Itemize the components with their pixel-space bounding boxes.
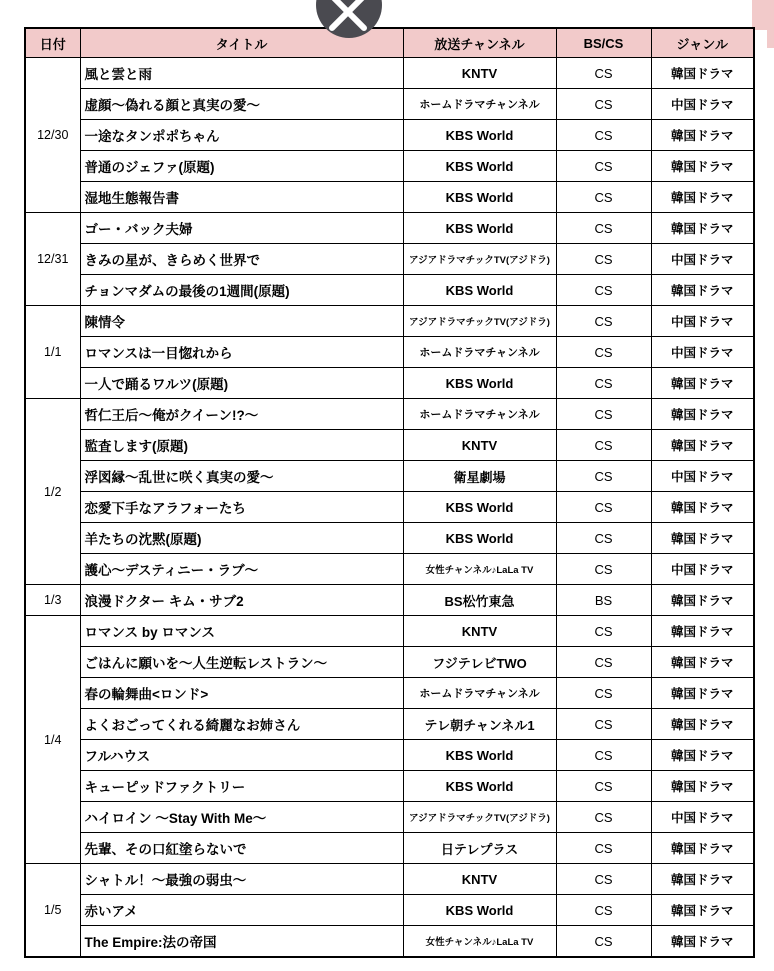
title-cell: ハイロイン ～Stay With Me～ (80, 802, 403, 833)
table-row (25, 244, 754, 275)
table-row (25, 492, 754, 523)
channel-cell: 女性チャンネル♪LaLa TV (403, 554, 556, 585)
channel-cell: KBS World (403, 740, 556, 771)
table-row (25, 678, 754, 709)
bscs-cell: BS (556, 585, 651, 616)
genre-cell: 中国ドラマ (651, 89, 754, 120)
bscs-cell: CS (556, 895, 651, 926)
channel-cell: KBS World (403, 895, 556, 926)
channel-cell: アジアドラマチックTV(アジドラ) (403, 306, 556, 337)
title-cell: The Empire:法の帝国 (80, 926, 403, 958)
channel-cell: KNTV (403, 864, 556, 895)
table-row (25, 864, 754, 895)
bscs-cell: CS (556, 399, 651, 430)
bscs-cell: CS (556, 368, 651, 399)
genre-cell: 韓国ドラマ (651, 678, 754, 709)
date-cell: 1/2 (25, 399, 80, 585)
table-row (25, 740, 754, 771)
channel-cell: テレ朝チャンネル1 (403, 709, 556, 740)
title-cell: 一人で踊るワルツ(原題) (80, 368, 403, 399)
table-row (25, 89, 754, 120)
close-button[interactable] (316, 0, 382, 38)
table-row (25, 554, 754, 585)
bscs-cell: CS (556, 182, 651, 213)
bscs-cell: CS (556, 740, 651, 771)
genre-cell: 韓国ドラマ (651, 585, 754, 616)
bscs-cell: CS (556, 275, 651, 306)
date-cell: 1/5 (25, 864, 80, 958)
header-channel: 放送チャンネル (403, 28, 556, 58)
channel-cell: アジアドラマチックTV(アジドラ) (403, 244, 556, 275)
title-cell: 湿地生態報告書 (80, 182, 403, 213)
channel-cell: KNTV (403, 616, 556, 647)
bscs-cell: CS (556, 244, 651, 275)
genre-cell: 韓国ドラマ (651, 616, 754, 647)
genre-cell: 韓国ドラマ (651, 430, 754, 461)
channel-cell: 衛星劇場 (403, 461, 556, 492)
bscs-cell: CS (556, 833, 651, 864)
genre-cell: 韓国ドラマ (651, 275, 754, 306)
header-row (25, 28, 754, 58)
genre-cell: 韓国ドラマ (651, 647, 754, 678)
genre-cell: 韓国ドラマ (651, 492, 754, 523)
channel-cell: KBS World (403, 213, 556, 244)
genre-cell: 韓国ドラマ (651, 864, 754, 895)
genre-cell: 韓国ドラマ (651, 120, 754, 151)
channel-cell: BS松竹東急 (403, 585, 556, 616)
genre-cell: 韓国ドラマ (651, 368, 754, 399)
channel-cell: アジアドラマチックTV(アジドラ) (403, 802, 556, 833)
date-cell: 12/31 (25, 213, 80, 306)
channel-cell: 日テレプラス (403, 833, 556, 864)
table-row (25, 647, 754, 678)
bscs-cell: CS (556, 120, 651, 151)
table-row (25, 585, 754, 616)
title-cell: ごはんに願いを～人生逆転レストラン～ (80, 647, 403, 678)
bscs-cell: CS (556, 771, 651, 802)
date-cell: 1/4 (25, 616, 80, 864)
title-cell: 風と雲と雨 (80, 58, 403, 89)
channel-cell: フジテレビTWO (403, 647, 556, 678)
genre-cell: 韓国ドラマ (651, 926, 754, 958)
table-row (25, 771, 754, 802)
title-cell: ロマンスは一目惚れから (80, 337, 403, 368)
table-row (25, 306, 754, 337)
title-cell: 浮図縁～乱世に咲く真実の愛～ (80, 461, 403, 492)
table-row (25, 802, 754, 833)
title-cell: 春の輪舞曲<ロンド> (80, 678, 403, 709)
bscs-cell: CS (556, 802, 651, 833)
genre-cell: 韓国ドラマ (651, 58, 754, 89)
page-background-pink-strip (767, 0, 774, 48)
date-cell: 1/1 (25, 306, 80, 399)
table-row (25, 895, 754, 926)
bscs-cell: CS (556, 306, 651, 337)
genre-cell: 韓国ドラマ (651, 709, 754, 740)
bscs-cell: CS (556, 616, 651, 647)
genre-cell: 中国ドラマ (651, 244, 754, 275)
schedule-table-body (25, 58, 754, 958)
date-cell: 12/30 (25, 58, 80, 213)
bscs-cell: CS (556, 151, 651, 182)
schedule-table-header (25, 28, 754, 58)
title-cell: チョンマダムの最後の1週間(原題) (80, 275, 403, 306)
genre-cell: 韓国ドラマ (651, 895, 754, 926)
table-row (25, 523, 754, 554)
channel-cell: KBS World (403, 771, 556, 802)
channel-cell: KBS World (403, 275, 556, 306)
close-icon (316, 0, 382, 38)
genre-cell: 中国ドラマ (651, 461, 754, 492)
bscs-cell: CS (556, 709, 651, 740)
table-row (25, 58, 754, 89)
table-row (25, 213, 754, 244)
bscs-cell: CS (556, 430, 651, 461)
header-title: タイトル (80, 28, 403, 58)
bscs-cell: CS (556, 58, 651, 89)
schedule-table (24, 27, 755, 958)
table-row (25, 926, 754, 958)
channel-cell: ホームドラマチャンネル (403, 89, 556, 120)
bscs-cell: CS (556, 864, 651, 895)
bscs-cell: CS (556, 554, 651, 585)
table-row (25, 182, 754, 213)
channel-cell: KBS World (403, 523, 556, 554)
title-cell: よくおごってくれる綺麗なお姉さん (80, 709, 403, 740)
channel-cell: ホームドラマチャンネル (403, 678, 556, 709)
table-row (25, 275, 754, 306)
table-row (25, 399, 754, 430)
title-cell: ゴー・バック夫婦 (80, 213, 403, 244)
title-cell: 虚顔～偽れる顔と真実の愛～ (80, 89, 403, 120)
channel-cell: KBS World (403, 182, 556, 213)
title-cell: シャトル！～最強の弱虫～ (80, 864, 403, 895)
title-cell: 普通のジェファ(原題) (80, 151, 403, 182)
title-cell: キューピッドファクトリー (80, 771, 403, 802)
genre-cell: 中国ドラマ (651, 337, 754, 368)
channel-cell: KBS World (403, 368, 556, 399)
table-row (25, 368, 754, 399)
title-cell: 一途なタンポポちゃん (80, 120, 403, 151)
channel-cell: KNTV (403, 58, 556, 89)
title-cell: フルハウス (80, 740, 403, 771)
title-cell: 浪漫ドクター キム・サブ2 (80, 585, 403, 616)
title-cell: 陳情令 (80, 306, 403, 337)
title-cell: 恋愛下手なアラフォーたち (80, 492, 403, 523)
table-row (25, 337, 754, 368)
table-row (25, 151, 754, 182)
genre-cell: 韓国ドラマ (651, 523, 754, 554)
bscs-cell: CS (556, 461, 651, 492)
table-row (25, 461, 754, 492)
title-cell: 赤いアメ (80, 895, 403, 926)
table-row (25, 709, 754, 740)
title-cell: きみの星が、きらめく世界で (80, 244, 403, 275)
genre-cell: 韓国ドラマ (651, 833, 754, 864)
table-row (25, 430, 754, 461)
genre-cell: 韓国ドラマ (651, 399, 754, 430)
genre-cell: 韓国ドラマ (651, 151, 754, 182)
title-cell: 羊たちの沈黙(原題) (80, 523, 403, 554)
bscs-cell: CS (556, 492, 651, 523)
genre-cell: 韓国ドラマ (651, 771, 754, 802)
genre-cell: 韓国ドラマ (651, 740, 754, 771)
table-row (25, 616, 754, 647)
table-row (25, 833, 754, 864)
genre-cell: 韓国ドラマ (651, 182, 754, 213)
bscs-cell: CS (556, 678, 651, 709)
bscs-cell: CS (556, 89, 651, 120)
table-row (25, 120, 754, 151)
bscs-cell: CS (556, 523, 651, 554)
title-cell: 哲仁王后～俺がクイーン!?～ (80, 399, 403, 430)
title-cell: 先輩、その口紅塗らないで (80, 833, 403, 864)
bscs-cell: CS (556, 647, 651, 678)
genre-cell: 韓国ドラマ (651, 213, 754, 244)
date-cell: 1/3 (25, 585, 80, 616)
channel-cell: KBS World (403, 492, 556, 523)
genre-cell: 中国ドラマ (651, 554, 754, 585)
bscs-cell: CS (556, 337, 651, 368)
channel-cell: ホームドラマチャンネル (403, 399, 556, 430)
header-bscs: BS/CS (556, 28, 651, 58)
header-genre: ジャンル (651, 28, 754, 58)
title-cell: 監査します(原題) (80, 430, 403, 461)
title-cell: 護心～デスティニー・ラブ～ (80, 554, 403, 585)
channel-cell: 女性チャンネル♪LaLa TV (403, 926, 556, 958)
genre-cell: 中国ドラマ (651, 802, 754, 833)
header-date: 日付 (25, 28, 80, 58)
bscs-cell: CS (556, 213, 651, 244)
channel-cell: ホームドラマチャンネル (403, 337, 556, 368)
title-cell: ロマンス by ロマンス (80, 616, 403, 647)
channel-cell: KBS World (403, 120, 556, 151)
channel-cell: KBS World (403, 151, 556, 182)
genre-cell: 中国ドラマ (651, 306, 754, 337)
channel-cell: KNTV (403, 430, 556, 461)
bscs-cell: CS (556, 926, 651, 958)
